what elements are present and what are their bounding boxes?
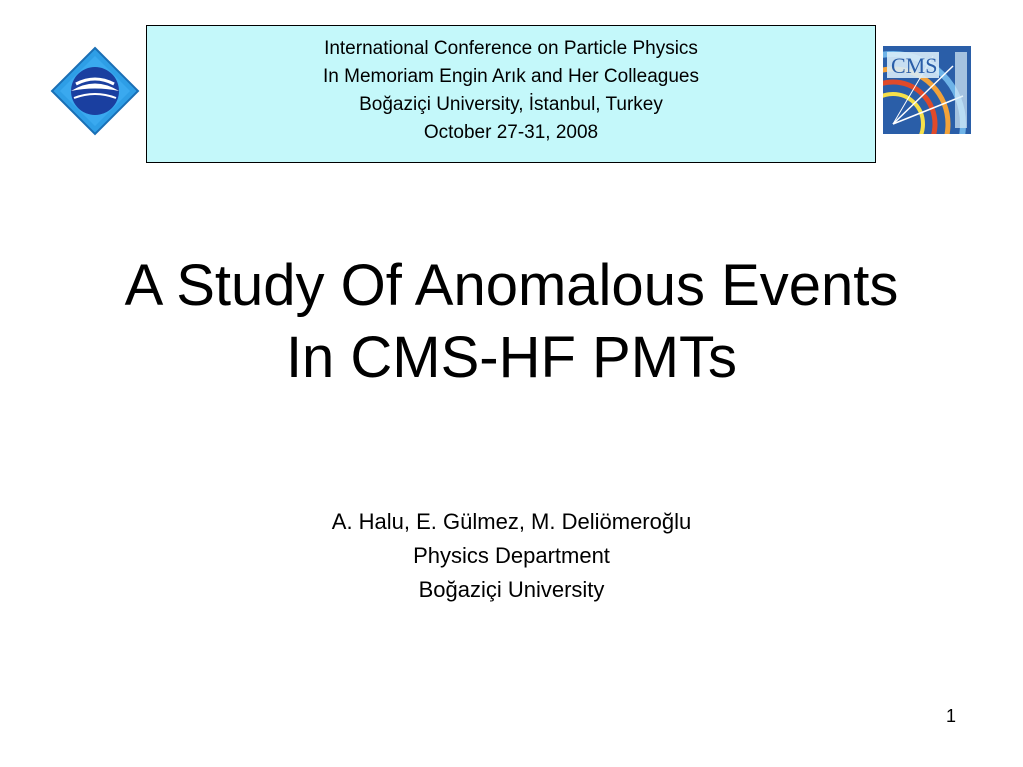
cms-logo-icon	[883, 46, 971, 134]
university-logo-icon	[50, 46, 140, 136]
conference-dates: October 27-31, 2008	[423, 122, 599, 143]
conference-name: International Conference on Particle Physics	[324, 38, 698, 59]
slide-title	[0, 250, 1023, 394]
conference-venue: Boğaziçi University, İstanbul, Turkey	[359, 94, 663, 115]
conference-header	[146, 25, 876, 163]
author-names: A. Halu, E. Gülmez, M. Deliömeroğlu	[331, 509, 692, 534]
slide-number: 1	[946, 706, 957, 726]
conference-memoriam: In Memoriam Engin Arık and Her Colleagues	[323, 66, 699, 87]
author-department: Physics Department	[413, 543, 610, 568]
slide-title-line-2: In CMS-HF PMTs	[285, 325, 738, 390]
author-university: Boğaziçi University	[418, 577, 605, 602]
authors-block	[0, 505, 1023, 607]
cms-logo-text: CMS	[891, 53, 938, 78]
slide-title-line-1: A Study Of Anomalous Events	[124, 253, 899, 318]
